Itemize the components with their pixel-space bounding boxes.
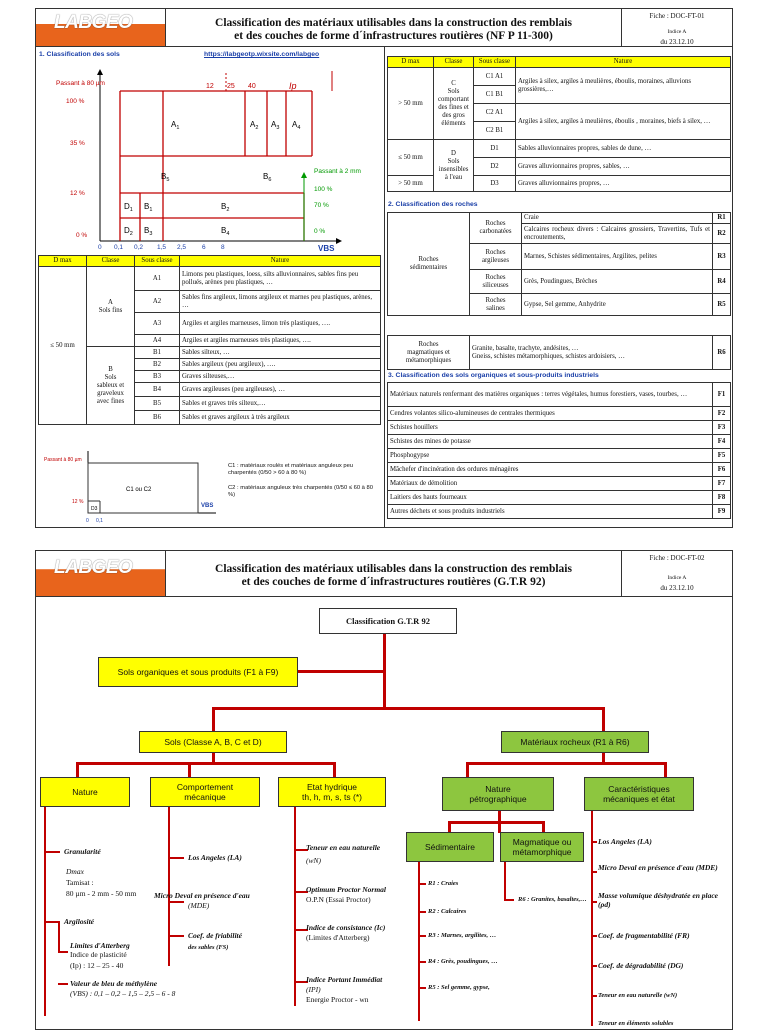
cd-sub-d1: D1	[474, 140, 516, 158]
cell-a1: $A_1$	[171, 120, 180, 131]
rocks-mag-table	[387, 335, 731, 370]
cd-sub-c1b1: C1 B1	[474, 86, 516, 104]
small-vbs: VBS	[201, 503, 214, 509]
nature-b3: Graves silteuses,…	[180, 371, 381, 383]
small-cell-d3: D3	[91, 506, 98, 512]
org-f1: Matériaux naturels renfermant des matières organiques : terres végétales, humus forestiers, vases, tourbes, …	[388, 383, 713, 407]
c6-sol: Teneur en éléments solubles	[598, 1020, 674, 1027]
y-tick-12: 12 %	[70, 190, 85, 197]
x-tick-2-5: 2,5	[177, 244, 187, 251]
small-passant80: Passant à 80 µm	[44, 457, 82, 463]
root-box: Classification G.T.R 92	[319, 608, 457, 634]
logo-2	[36, 551, 166, 596]
rock-r6-nature: Granite, basalte, trachyte, andésites, … Gneiss, schistes métamorphiques, schistes ardoisiers, …	[470, 336, 713, 370]
organic-box: Sols organiques et sous produits (F1 à F9)	[98, 657, 298, 687]
sec1-url[interactable]: https://labgeotp.wixsite.com/labgeo	[204, 51, 320, 58]
sheet-title	[166, 9, 622, 46]
cd-nature-c1: Argiles à silex, argiles à meulières, éboulis, moraines, alluvions grossières,…	[516, 68, 731, 104]
x-tick-8: 8	[221, 244, 225, 251]
nature-b6: Sables et graves argileux à très argileux	[180, 411, 381, 425]
mde-abbr: (MDE)	[188, 901, 210, 910]
sub-b5: B5	[135, 397, 180, 411]
small-cell-c1c2: C1 ou C2	[126, 487, 152, 493]
cell-b1: $B_1$	[144, 202, 153, 213]
rocks-sal: Roches salines	[470, 294, 522, 316]
c6-mde: Micro Deval en présence d'eau (MDE)	[598, 863, 718, 872]
x-tick-0: 0	[98, 244, 102, 251]
cd-sub-d3: D3	[474, 176, 516, 192]
x-label-vbs: VBS	[318, 244, 335, 251]
nature-a2: Sables fins argileux, limons argileux et marnes peu plastiques, arènes, …	[180, 291, 381, 313]
cd-nature-c2: Argiles à silex, argiles à meulières, éboulis , moraines, biefs à silex, …	[516, 104, 731, 140]
nature-a4: Argiles et argiles marneuses très plastiques, ….	[180, 335, 381, 347]
sub-b3: B3	[135, 371, 180, 383]
cell-a4: $A_4$	[292, 120, 301, 131]
sedi-r5: R5 : Sel gemme, gypse,	[428, 984, 490, 991]
cell-b2: $B_2$	[221, 202, 230, 213]
nature-petro-box: Nature pétrographique	[442, 777, 554, 811]
fiche-date: du 23.12.10	[660, 38, 694, 46]
vbs-label: Valeur de bleu de méthylène	[70, 979, 158, 988]
org-f8-code: F8	[713, 491, 731, 505]
cd-nature-d1: Sables alluvionnaires propres, sables de dune, …	[516, 140, 731, 158]
p2-tick-0: 0 %	[314, 228, 326, 235]
cd-th-classe: Classe	[434, 57, 474, 68]
fiche2-indice: Indice A	[667, 575, 687, 581]
ip-tick-12: 12	[206, 83, 214, 90]
title-line-1: Classification des matériaux utilisables dans la construction des remblais	[215, 17, 572, 29]
rock-r1-nature: Craie	[522, 213, 713, 224]
logo-2-text: LABGEO	[54, 557, 133, 578]
fiche2-date: du 23.12.10	[660, 584, 694, 592]
fiche2-id: Fiche : DOC-FT-02	[649, 554, 705, 562]
org-f1-code: F1	[713, 383, 731, 407]
cell-b4: $B_4$	[221, 226, 230, 237]
ip-label: Ip	[289, 81, 297, 91]
comport-box: Comportement mécanique	[150, 777, 260, 807]
org-f7-code: F7	[713, 477, 731, 491]
sub-b2: B2	[135, 359, 180, 371]
wn-label: Teneur en eau naturelle	[306, 843, 381, 852]
class-b-cell: B Sols sableux et graveleux avec fines	[87, 347, 135, 425]
x-tick-1-5: 1,5	[157, 244, 167, 251]
cd-sub-c1a1: C1 A1	[474, 68, 516, 86]
limites-label: Limites d'Atterberg	[70, 941, 130, 950]
passant2-label: Passant à 2 mm	[314, 168, 361, 175]
vbs-vals: (VBS) : 0,1 – 0,2 – 1,5 – 2,5 – 6 - 8	[70, 989, 176, 998]
sub-a2: A2	[135, 291, 180, 313]
logo	[36, 9, 166, 46]
sheet-2-title	[166, 551, 622, 596]
c1-note: C1 : matériaux roulés et matériaux anguleux peu charpentés (0/50 > 60 à 80 %)	[228, 463, 354, 476]
sub-a3: A3	[135, 313, 180, 335]
c6-mv: Masse volumique déshydratée en place (ρd)	[598, 891, 718, 909]
argil-label: Argilosité	[64, 917, 95, 926]
rock-r5-code: R5	[713, 294, 731, 316]
sedim-box: Sédimentaire	[406, 832, 494, 862]
title2-line-1: Classification des matériaux utilisables dans la construction des remblais	[215, 563, 572, 575]
rock-r5-nature: Gypse, Sel gemme, Anhydrite	[522, 294, 713, 316]
sedi-r1: R1 : Craies	[428, 880, 459, 887]
rock-r3-code: R3	[713, 244, 731, 270]
small-x0: 0	[86, 518, 89, 524]
sec3-title: 3. Classification des sols organiques et sous-produits industriels	[388, 372, 599, 379]
sub-a4: A4	[135, 335, 180, 347]
cell-d2: $D_2$	[124, 226, 133, 237]
th-classe: Classe	[87, 256, 135, 267]
c2-note: C2 : matériaux anguleux très charpentés (0/50 ≤ 60 à 80 %)	[228, 485, 373, 498]
small-x01: 0,1	[96, 518, 103, 524]
center-divider	[384, 47, 385, 527]
magma-r6: R6 : Granites, basaltes,…	[518, 896, 587, 903]
th-nature: Nature	[180, 256, 381, 267]
sheet-2-header	[36, 551, 732, 597]
x-tick-0-1: 0,1	[114, 244, 124, 251]
cell-d1: $D_1$	[124, 202, 133, 213]
ic-label: Indice de consistance (Ic)	[306, 923, 386, 932]
sheet-1	[35, 8, 733, 528]
ipi-abbr: (IPI)	[306, 985, 321, 994]
org-f7: Matériaux de démolition	[388, 477, 713, 491]
org-f3: Schistes houillers	[388, 421, 713, 435]
c6-la: Los Angeles (LA)	[598, 837, 652, 846]
p2-tick-70: 70 %	[314, 202, 329, 209]
sec2-title: 2. Classification des roches	[388, 201, 478, 208]
x-tick-0-2: 0,2	[134, 244, 144, 251]
title-line-2: et des couches de forme d´infrastructures routières (NF P 11-300)	[234, 30, 553, 42]
nature-box: Nature	[40, 777, 130, 807]
roches-box: Matériaux rocheux (R1 à R6)	[501, 731, 649, 753]
rock-r4-nature: Grès, Poudingues, Brèches	[522, 270, 713, 294]
cell-b6: $B_6$	[263, 172, 272, 183]
soils-table	[38, 255, 381, 425]
ip-tick-40: 40	[248, 83, 256, 90]
sedi-r2: R2 : Calcaires	[428, 908, 467, 915]
title2-line-2: et des couches de forme d´infrastructures routières (G.T.R 92)	[241, 576, 546, 588]
cell-a2: $A_2$	[250, 120, 259, 131]
magma-box: Magmatique ou métamorphique	[500, 832, 584, 862]
fri-abbr: des sables (FS)	[188, 944, 229, 951]
cd-sub-d2: D2	[474, 158, 516, 176]
ip-vals: (Ip) : 12 – 25 - 40	[70, 961, 124, 970]
org-f6: Mâchefer d'incinération des ordures ménagères	[388, 463, 713, 477]
cd-th-nature: Nature	[516, 57, 731, 68]
y-tick-100: 100 %	[66, 98, 85, 105]
ipi-energy: Energie Proctor - wn	[306, 995, 369, 1004]
la-label: Los Angeles (LA)	[188, 853, 242, 862]
rocks-table	[387, 212, 731, 316]
c6-dg: Coef. de dégradabilité (DG)	[598, 961, 684, 970]
rocks-mag: Roches magmatiques et métamorphiques	[388, 336, 470, 370]
dmax-cell: ≤ 50 mm	[39, 267, 87, 425]
org-f6-code: F6	[713, 463, 731, 477]
fri-label: Coef. de friabilité	[188, 931, 242, 940]
hydrique-box: Etat hydrique th, h, m, s, ts (*)	[278, 777, 386, 807]
soils-chart	[36, 61, 384, 251]
th-sous-classe: Sous classe	[135, 256, 180, 267]
tamisat-vals: 80 µm - 2 mm - 50 mm	[66, 889, 137, 898]
org-f2-code: F2	[713, 407, 731, 421]
small-y12: 12 %	[72, 499, 84, 505]
passant80-label: Passant à 80 µm	[56, 80, 105, 87]
caract-box: Caractéristiques mécaniques et état	[584, 777, 694, 811]
rock-r4-code: R4	[713, 270, 731, 294]
cd-sub-c2b1: C2 B1	[474, 122, 516, 140]
x-tick-6: 6	[202, 244, 206, 251]
ip-label: Indice de plasticité	[70, 950, 127, 959]
rocks-sedi: Roches sédimentaires	[388, 213, 470, 316]
logo-text: LABGEO	[54, 12, 133, 33]
fiche-indice: Indice A	[667, 29, 687, 35]
org-f4: Schistes des mines de potasse	[388, 435, 713, 449]
ip-tick-25: 25	[227, 83, 235, 90]
cd-sub-c2a1: C2 A1	[474, 104, 516, 122]
organics-table	[387, 382, 731, 519]
ipi-label: Indice Portant Immédiat	[306, 975, 383, 984]
fiche-box	[622, 9, 732, 46]
dmax-label: Dmax	[66, 867, 84, 876]
org-f3-code: F3	[713, 421, 731, 435]
rock-r3-nature: Marnes, Schistes sédimentaires, Argilites, pelites	[522, 244, 713, 270]
nature-b1: Sables silteux, …	[180, 347, 381, 359]
cd-dmax-d: ≤ 50 mm	[388, 140, 434, 176]
sedi-r4: R4 : Grès, poudingues, …	[428, 958, 498, 965]
sheet-1-header	[36, 9, 732, 47]
class-a-cell: A Sols fins	[87, 267, 135, 347]
gran-label: Granularité	[64, 847, 101, 856]
nature-b4: Graves argileuses (peu argileuses), …	[180, 383, 381, 397]
cd-nature-d3: Graves alluvionnaires propres, …	[516, 176, 731, 192]
sub-b6: B6	[135, 411, 180, 425]
mde-label: Micro Deval en présence d'eau	[154, 891, 250, 900]
wn-abbr: (wN)	[306, 856, 321, 865]
opn-abbr: O.P.N (Essai Proctor)	[306, 895, 371, 904]
th-dmax: D max	[39, 256, 87, 267]
sub-a1: A1	[135, 267, 180, 291]
cell-a3: $A_3$	[271, 120, 280, 131]
org-f5-code: F5	[713, 449, 731, 463]
cd-th-dmax: D max	[388, 57, 434, 68]
fiche-box-2	[622, 551, 732, 596]
rocks-arg: Roches argileuses	[470, 244, 522, 270]
org-f5: Phosphogypse	[388, 449, 713, 463]
org-f9-code: F9	[713, 505, 731, 519]
org-f4-code: F4	[713, 435, 731, 449]
sols-box: Sols (Classe A, B, C et D)	[139, 731, 287, 753]
rocks-sil: Roches siliceuses	[470, 270, 522, 294]
c6-fr: Coef. de fragmentabilité (FR)	[598, 931, 690, 940]
rock-r2-code: R2	[713, 224, 731, 244]
fiche-id: Fiche : DOC-FT-01	[649, 12, 705, 20]
sheet-2	[35, 550, 733, 1030]
nature-b2: Sables argileux (peu argileux), ….	[180, 359, 381, 371]
sub-b1: B1	[135, 347, 180, 359]
nature-a1: Limons peu plastiques, loess, silts alluvionnaires, sables fins peu pollués, arènes peu plastiques, …	[180, 267, 381, 291]
cell-b3: $B_3$	[144, 226, 153, 237]
nature-a3: Argiles et argiles marneuses, limon très plastiques, ….	[180, 313, 381, 335]
cd-nature-d2: Graves alluvionnaires propres, sables, …	[516, 158, 731, 176]
cd-table	[387, 56, 731, 192]
sedi-r3: R3 : Marnes, argilites, …	[428, 932, 497, 939]
nature-b5: Sables et graves très silteux,…	[180, 397, 381, 411]
org-f2: Cendres volantes silico-alumineuses de centrales thermiques	[388, 407, 713, 421]
y-tick-0: 0 %	[76, 232, 88, 239]
org-f8: Laitiers des hauts fourneaux	[388, 491, 713, 505]
y-tick-35: 35 %	[70, 140, 85, 147]
tamisat-label: Tamisat :	[66, 878, 94, 887]
cd-class-d: D Sols insensibles à l'eau	[434, 140, 474, 192]
sec1-title: 1. Classification des sols	[39, 51, 120, 58]
cd-dmax-d3: > 50 mm	[388, 176, 434, 192]
cd-th-sous: Sous classe	[474, 57, 516, 68]
p2-tick-100: 100 %	[314, 186, 333, 193]
rock-r2-nature: Calcaires rocheux divers : Calcaires grossiers, Travertins, Tufs et encroutements,	[522, 224, 713, 244]
rocks-carb: Roches carbonatées	[470, 213, 522, 244]
org-f9: Autres déchets et sous produits industriels	[388, 505, 713, 519]
opn-label: Optimum Proctor Normal	[306, 885, 387, 894]
rock-r1-code: R1	[713, 213, 731, 224]
sub-b4: B4	[135, 383, 180, 397]
cd-class-c: C Sols comportant des fines et des gros éléments	[434, 68, 474, 140]
cd-dmax-c: > 50 mm	[388, 68, 434, 140]
cell-b5: $B_5$	[161, 172, 170, 183]
rock-r6-code: R6	[713, 336, 731, 370]
c6-wn: Teneur en eau naturelle (wN)	[598, 992, 678, 999]
ic-abbr: (Limites d'Atterberg)	[306, 933, 370, 942]
